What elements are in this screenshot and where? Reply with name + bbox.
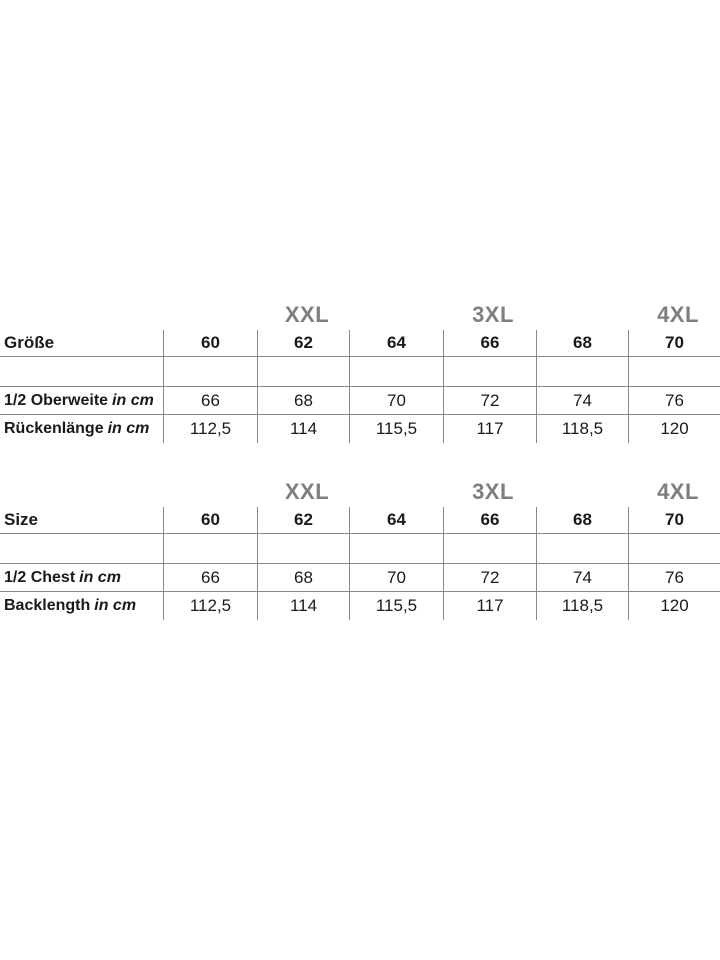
- empty-cell: [257, 357, 349, 387]
- size-60: 60: [163, 507, 257, 534]
- size-62: 62: [257, 330, 349, 357]
- empty-cell: [0, 357, 163, 387]
- empty-cell: [443, 534, 536, 564]
- row-label-text: 1/2 Chest: [4, 568, 76, 586]
- table-cell: 72: [443, 387, 536, 415]
- row-label: [0, 387, 163, 415]
- empty-cell: [628, 534, 720, 564]
- size-tag-3xl: 3XL: [472, 302, 514, 327]
- table-cell: 68: [257, 387, 349, 415]
- empty-cell: [443, 357, 536, 387]
- size-68: 68: [536, 330, 628, 357]
- size-tag-4xl: 4XL: [657, 479, 699, 504]
- empty-cell: [163, 534, 257, 564]
- size-tags-row: [0, 300, 720, 330]
- size-grid: [0, 330, 720, 443]
- empty-cell: [0, 534, 163, 564]
- table-cell: 120: [628, 592, 720, 620]
- row-label: [0, 415, 163, 443]
- table-cell: 118,5: [536, 415, 628, 443]
- size-tag-4xl: 4XL: [657, 302, 699, 327]
- size-tags-row: [0, 477, 720, 507]
- size-table-german: [0, 300, 720, 443]
- table-cell: 66: [163, 387, 257, 415]
- size-tag-xxl: XXL: [284, 302, 330, 327]
- size-table-english: [0, 477, 720, 620]
- size-70: 70: [628, 507, 720, 534]
- table-cell: 117: [443, 415, 536, 443]
- row-label: [0, 564, 163, 592]
- table-cell: 112,5: [163, 592, 257, 620]
- row-unit: in cm: [79, 568, 121, 586]
- size-68: 68: [536, 507, 628, 534]
- size-70: 70: [628, 330, 720, 357]
- empty-cell: [628, 357, 720, 387]
- table-cell: 117: [443, 592, 536, 620]
- size-62: 62: [257, 507, 349, 534]
- size-tag-3xl: 3XL: [472, 479, 514, 504]
- table-cell: 112,5: [163, 415, 257, 443]
- size-grid: [0, 507, 720, 620]
- table-cell: 72: [443, 564, 536, 592]
- row-label-text: Rückenlänge: [4, 420, 104, 437]
- size-tag-xxl: XXL: [284, 479, 330, 504]
- table-cell: 74: [536, 564, 628, 592]
- size-60: 60: [163, 330, 257, 357]
- table-cell: 115,5: [349, 415, 443, 443]
- row-unit: in cm: [107, 420, 150, 437]
- table-cell: 70: [349, 564, 443, 592]
- row-unit: in cm: [94, 597, 137, 614]
- header-label: Size: [0, 507, 163, 534]
- table-cell: 114: [257, 415, 349, 443]
- table-cell: 76: [628, 387, 720, 415]
- empty-cell: [536, 357, 628, 387]
- row-label: [0, 592, 163, 620]
- empty-cell: [257, 534, 349, 564]
- table-cell: 66: [163, 564, 257, 592]
- size-66: 66: [443, 507, 536, 534]
- table-cell: 74: [536, 387, 628, 415]
- empty-cell: [349, 534, 443, 564]
- size-66: 66: [443, 330, 536, 357]
- row-unit: in cm: [112, 391, 154, 409]
- header-label: Größe: [0, 330, 163, 357]
- table-cell: 114: [257, 592, 349, 620]
- empty-cell: [163, 357, 257, 387]
- table-cell: 115,5: [349, 592, 443, 620]
- empty-cell: [536, 534, 628, 564]
- table-cell: 120: [628, 415, 720, 443]
- size-64: 64: [349, 330, 443, 357]
- table-cell: 70: [349, 387, 443, 415]
- table-cell: 68: [257, 564, 349, 592]
- table-cell: 76: [628, 564, 720, 592]
- row-label-text: Backlength: [4, 597, 91, 614]
- empty-cell: [349, 357, 443, 387]
- row-label-text: 1/2 Oberweite: [4, 391, 109, 409]
- size-64: 64: [349, 507, 443, 534]
- table-cell: 118,5: [536, 592, 628, 620]
